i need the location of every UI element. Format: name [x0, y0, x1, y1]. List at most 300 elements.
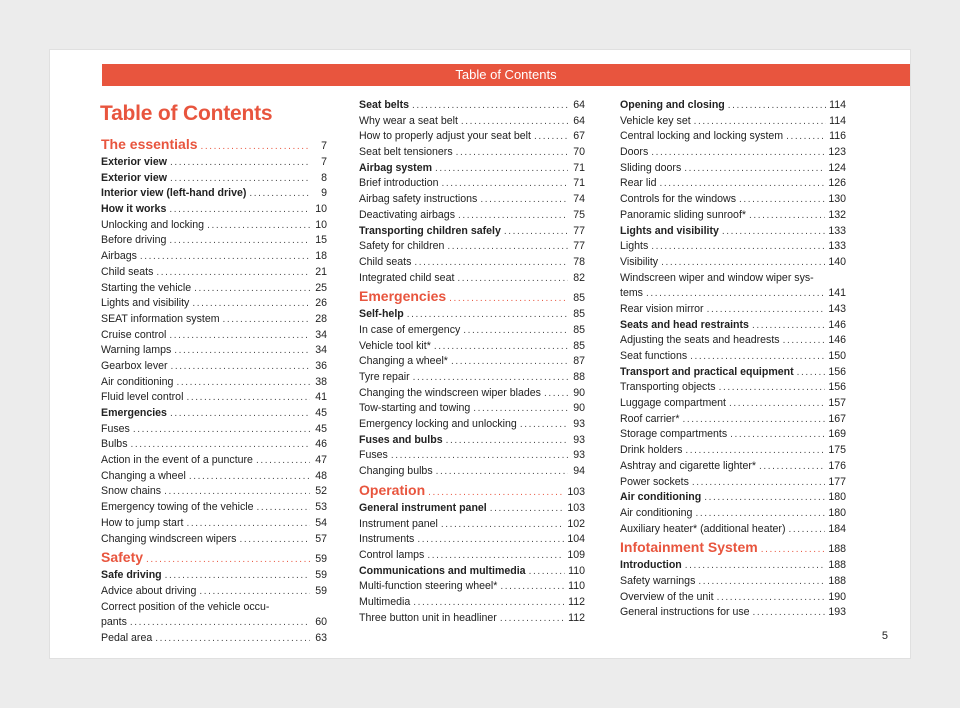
- toc-entry-page: 126: [828, 177, 846, 190]
- toc-entry-page: 193: [828, 606, 846, 619]
- toc-leader-dots: [176, 375, 310, 391]
- toc-leader-dots: [192, 296, 310, 312]
- toc-entry-page: 28: [315, 312, 327, 325]
- toc-entry-label: Transport and practical equipment: [620, 365, 794, 378]
- toc-entry-label: General instructions for use: [620, 606, 750, 619]
- toc-entry-page: 64: [573, 114, 585, 127]
- toc-leader-dots: [434, 339, 568, 355]
- toc-leader-dots: [155, 631, 310, 647]
- toc-entry-page: 85: [573, 308, 585, 321]
- toc-entry[interactable]: [101, 437, 327, 453]
- toc-leader-dots: [728, 98, 826, 114]
- toc-entry-page: 78: [573, 255, 585, 268]
- toc-chapter[interactable]: [101, 547, 327, 568]
- toc-entry-label: Self-help: [359, 308, 404, 321]
- toc-entry[interactable]: [101, 453, 327, 469]
- toc-entry-page: 34: [315, 328, 327, 341]
- toc-leader-dots: [407, 307, 568, 323]
- toc-leader-dots: [447, 239, 568, 255]
- toc-leader-dots: [646, 286, 825, 302]
- toc-leader-dots: [761, 539, 826, 560]
- toc-entry-page: 26: [315, 297, 327, 310]
- toc-entry-page: 157: [828, 397, 846, 410]
- toc-entry-label: Changing a wheel*: [359, 355, 448, 368]
- toc-entry-label: General instrument panel: [359, 501, 487, 514]
- toc-entry-page: 48: [315, 469, 327, 482]
- toc-entry-page: 82: [573, 271, 585, 284]
- toc-entry-label: Safety for children: [359, 240, 445, 253]
- toc-leader-dots: [783, 333, 826, 349]
- toc-entry[interactable]: [101, 171, 327, 187]
- toc-entry-label: Roof carrier*: [620, 412, 680, 425]
- toc-entry[interactable]: [101, 500, 327, 516]
- toc-entry-label: Changing a wheel: [101, 469, 186, 482]
- toc-entry[interactable]: [101, 202, 327, 218]
- toc-leader-dots: [753, 605, 826, 621]
- toc-entry-page: 167: [828, 412, 846, 425]
- toc-leader-dots: [500, 611, 565, 627]
- toc-leader-dots: [165, 568, 310, 584]
- toc-entry-page: 8: [321, 171, 327, 184]
- toc-entry[interactable]: [359, 161, 585, 177]
- toc-entry[interactable]: [359, 192, 585, 208]
- toc-entry-page: 180: [828, 506, 846, 519]
- toc-entry-page: 34: [315, 344, 327, 357]
- toc-entry-label: Unlocking and locking: [101, 218, 205, 231]
- toc-entry-label: Deactivating airbags: [359, 208, 455, 221]
- toc-leader-dots: [223, 312, 310, 328]
- toc-entry[interactable]: [620, 459, 846, 475]
- toc-entry-page: 85: [573, 323, 585, 336]
- toc-entry[interactable]: [620, 114, 846, 130]
- toc-entry[interactable]: [359, 114, 585, 130]
- toc-entry[interactable]: [359, 307, 585, 323]
- toc-entry-label: Airbags: [101, 250, 137, 263]
- toc-leader-dots: [730, 427, 825, 443]
- toc-entry[interactable]: [101, 312, 327, 328]
- toc-entry-label: How to jump start: [101, 516, 184, 529]
- toc-entry[interactable]: [620, 161, 846, 177]
- toc-entry-label: Power sockets: [620, 475, 689, 488]
- toc-entry[interactable]: [101, 375, 327, 391]
- toc-entry[interactable]: [620, 98, 846, 114]
- toc-entry[interactable]: [101, 484, 327, 500]
- toc-entry[interactable]: [620, 333, 846, 349]
- toc-entry-label: The essentials: [101, 136, 198, 152]
- toc-entry-label: Seat functions: [620, 350, 688, 362]
- toc-leader-dots: [428, 482, 564, 503]
- toc-entry[interactable]: [359, 145, 585, 161]
- toc-entry[interactable]: [101, 615, 327, 631]
- toc-entry[interactable]: [620, 475, 846, 491]
- toc-entry[interactable]: [620, 396, 846, 412]
- toc-entry[interactable]: [620, 286, 846, 302]
- toc-leader-dots: [707, 302, 826, 318]
- toc-entry-label: Transporting objects: [620, 381, 716, 394]
- toc-entry-page: 114: [829, 99, 846, 111]
- toc-entry[interactable]: [359, 417, 585, 433]
- toc-entry[interactable]: [101, 516, 327, 532]
- toc-entry-label: Seat belts: [359, 99, 410, 111]
- toc-entry[interactable]: [101, 631, 327, 647]
- toc-entry-page: 54: [315, 516, 327, 529]
- toc-entry-page: 150: [828, 350, 846, 362]
- toc-entry[interactable]: [620, 590, 846, 606]
- toc-entry[interactable]: [101, 218, 327, 234]
- toc-entry-label: Drink holders: [620, 444, 683, 457]
- page-header-bar: Table of Contents: [102, 64, 910, 86]
- toc-entry-label: Opening and closing: [620, 99, 725, 111]
- toc-entry[interactable]: [620, 318, 846, 334]
- toc-entry[interactable]: [359, 370, 585, 386]
- toc-entry[interactable]: [101, 265, 327, 281]
- toc-entry-page: 93: [573, 418, 585, 431]
- toc-entry-label: Central locking and locking system: [620, 130, 784, 143]
- toc-entry[interactable]: [101, 422, 327, 438]
- toc-leader-dots: [391, 448, 568, 464]
- toc-entry-page: 188: [828, 574, 846, 587]
- toc-entry[interactable]: [359, 532, 585, 548]
- toc-entry-label: Lights and visibility: [101, 297, 190, 310]
- toc-entry-label: Child seats: [101, 265, 154, 278]
- toc-leader-dots: [529, 564, 566, 580]
- toc-entry[interactable]: [620, 490, 846, 506]
- toc-entry-page: 63: [315, 631, 327, 644]
- toc-entry-page: 36: [315, 359, 327, 372]
- toc-entry-page: 18: [315, 250, 327, 263]
- toc-entry[interactable]: [359, 548, 585, 564]
- toc-leader-dots: [682, 412, 825, 428]
- toc-entry-page: 176: [828, 459, 846, 472]
- toc-entry-page: 146: [828, 318, 846, 331]
- toc-entry-label: Panoramic sliding sunroof*: [620, 208, 747, 221]
- toc-entry[interactable]: [101, 390, 327, 406]
- toc-leader-dots: [169, 233, 310, 249]
- toc-leader-dots: [140, 249, 310, 265]
- toc-chapter[interactable]: [359, 480, 585, 501]
- toc-entry-page: 109: [567, 548, 585, 561]
- toc-entry-page: 140: [828, 255, 846, 268]
- toc-entry-page: 75: [573, 208, 585, 221]
- toc-entry-label: Fuses and bulbs: [359, 433, 443, 446]
- toc-entry-page: 177: [828, 475, 846, 488]
- toc-chapter[interactable]: [359, 286, 585, 307]
- toc-entry-label: Visibility: [620, 255, 659, 268]
- toc-leader-dots: [164, 484, 310, 500]
- toc-entry[interactable]: [620, 365, 846, 381]
- toc-entry-label: Fluid level control: [101, 391, 184, 404]
- toc-leader-dots: [456, 145, 568, 161]
- toc-entry-page: 103: [567, 485, 585, 498]
- toc-entry[interactable]: [101, 249, 327, 265]
- toc-leader-dots: [249, 186, 310, 202]
- toc-entry[interactable]: [620, 558, 846, 574]
- toc-entry-page: 25: [315, 281, 327, 294]
- toc-entry[interactable]: [101, 568, 327, 584]
- toc-leader-dots: [534, 129, 568, 145]
- toc-entry[interactable]: [101, 532, 327, 548]
- toc-entry-label: Operation: [359, 481, 426, 498]
- toc-leader-dots: [544, 386, 568, 402]
- toc-leader-dots: [651, 145, 825, 161]
- toc-entry[interactable]: [359, 255, 585, 271]
- toc-entry[interactable]: [620, 302, 846, 318]
- toc-entry-label: Three button unit in headliner: [359, 611, 497, 624]
- toc-leader-dots: [722, 224, 825, 240]
- toc-entry-page: 10: [315, 218, 327, 231]
- toc-leader-dots: [170, 406, 310, 422]
- toc-entry-page: 90: [573, 386, 585, 399]
- toc-entry[interactable]: [359, 464, 585, 480]
- toc-leader-dots: [446, 433, 568, 449]
- toc-leader-dots: [759, 459, 825, 475]
- toc-entry-page: 7: [321, 156, 327, 168]
- toc-leader-dots: [441, 517, 564, 533]
- toc-entry-label: Air conditioning: [620, 491, 702, 504]
- toc-entry[interactable]: [359, 224, 585, 240]
- toc-entry[interactable]: [359, 208, 585, 224]
- toc-leader-dots: [412, 98, 568, 114]
- toc-entry[interactable]: [359, 98, 585, 114]
- toc-entry-label: Changing the windscreen wiper blades: [359, 386, 541, 399]
- toc-entry-page: 88: [573, 371, 585, 383]
- toc-entry[interactable]: [620, 224, 846, 240]
- toc-leader-dots: [239, 532, 310, 548]
- toc-entry-label: Snow chains: [101, 485, 162, 498]
- toc-leader-dots: [257, 500, 310, 516]
- toc-entry[interactable]: [101, 328, 327, 344]
- toc-entry-page: 114: [829, 114, 846, 127]
- toc-entry-label: Cruise control: [101, 328, 167, 341]
- toc-entry[interactable]: [359, 386, 585, 402]
- toc-leader-dots: [739, 192, 825, 208]
- toc-chapter[interactable]: [620, 537, 846, 558]
- toc-leader-dots: [427, 548, 564, 564]
- toc-entry-label: How to properly adjust your seat belt: [359, 130, 531, 143]
- toc-entry[interactable]: [359, 433, 585, 449]
- toc-entry-page: 47: [315, 454, 327, 467]
- toc-entry[interactable]: [620, 145, 846, 161]
- toc-leader-dots: [435, 161, 568, 177]
- toc-entry-page: 59: [315, 569, 327, 582]
- toc-entry-page: 77: [573, 224, 585, 237]
- toc-entry-label: Lights and visibility: [620, 224, 719, 237]
- toc-entry[interactable]: [620, 605, 846, 621]
- toc-leader-dots: [449, 288, 568, 309]
- toc-leader-dots: [463, 323, 568, 339]
- toc-leader-dots: [417, 532, 564, 548]
- toc-entry-label: How it works: [101, 203, 167, 216]
- toc-leader-dots: [186, 390, 310, 406]
- toc-entry-label: Starting the vehicle: [101, 281, 192, 294]
- toc-entry[interactable]: [620, 522, 846, 538]
- toc-entry-label: Controls for the windows: [620, 193, 736, 206]
- toc-entry[interactable]: [101, 406, 327, 422]
- toc-entry-page: 52: [315, 485, 327, 498]
- toc-entry-page: 116: [829, 130, 846, 143]
- toc-entry[interactable]: [101, 600, 327, 616]
- toc-leader-dots: [189, 469, 310, 485]
- toc-entry[interactable]: [101, 296, 327, 312]
- toc-entry[interactable]: [359, 129, 585, 145]
- toc-leader-dots: [194, 281, 310, 297]
- toc-entry[interactable]: [101, 359, 327, 375]
- toc-entry-page: 130: [828, 193, 846, 206]
- toc-entry-page: 90: [573, 402, 585, 415]
- toc-entry-page: 169: [828, 428, 846, 441]
- toc-entry-label: Gearbox lever: [101, 359, 168, 372]
- toc-entry-label: Emergency locking and unlocking: [359, 418, 517, 431]
- toc-entry[interactable]: [359, 339, 585, 355]
- toc-entry-page: 74: [573, 193, 585, 206]
- toc-entry[interactable]: [359, 517, 585, 533]
- toc-entry[interactable]: [620, 192, 846, 208]
- toc-entry-label: Changing bulbs: [359, 465, 433, 478]
- toc-entry-label: Before driving: [101, 234, 167, 247]
- toc-leader-dots: [660, 176, 826, 192]
- toc-entry[interactable]: [101, 584, 327, 600]
- toc-entry[interactable]: [620, 412, 846, 428]
- toc-entry-page: 7: [321, 140, 327, 152]
- toc-entry-label: Safety: [101, 549, 144, 566]
- toc-entry[interactable]: [620, 208, 846, 224]
- toc-leader-dots: [504, 224, 568, 240]
- toc-entry-page: 156: [828, 365, 846, 378]
- toc-entry-label: pants: [101, 616, 127, 629]
- toc-entry[interactable]: [359, 579, 585, 595]
- toc-entry-page: 104: [567, 533, 585, 546]
- toc-leader-dots: [156, 265, 310, 281]
- toc-entry-page: 59: [315, 584, 327, 597]
- toc-entry-label: Luggage compartment: [620, 397, 727, 410]
- toc-entry-label: tems: [620, 287, 643, 300]
- toc-entry-label: Emergency towing of the vehicle: [101, 501, 254, 514]
- toc-entry[interactable]: [620, 176, 846, 192]
- toc-entry-page: 180: [828, 491, 846, 504]
- toc-entry[interactable]: [359, 595, 585, 611]
- toc-entry-label: Vehicle tool kit*: [359, 339, 431, 352]
- toc-leader-dots: [458, 208, 568, 224]
- toc-entry-label: Introduction: [620, 559, 682, 572]
- toc-leader-dots: [490, 501, 565, 517]
- toc-entry[interactable]: [101, 186, 327, 202]
- toc-leader-dots: [457, 271, 568, 287]
- toc-entry[interactable]: [101, 469, 327, 485]
- toc-entry[interactable]: [101, 343, 327, 359]
- toc-entry[interactable]: [620, 506, 846, 522]
- toc-entry[interactable]: [359, 564, 585, 580]
- toc-entry-label: Emergencies: [101, 407, 167, 419]
- toc-entry-label: Rear lid: [620, 177, 657, 190]
- toc-leader-dots: [685, 558, 826, 574]
- toc-entry[interactable]: [620, 255, 846, 271]
- toc-entry-label: Vehicle key set: [620, 114, 691, 127]
- toc-entry-label: Correct position of the vehicle occu-: [101, 600, 270, 613]
- toc-column-3: [620, 98, 846, 621]
- toc-entry[interactable]: [620, 427, 846, 443]
- toc-leader-dots: [130, 615, 310, 631]
- toc-leader-dots: [414, 255, 568, 271]
- toc-leader-dots: [685, 443, 825, 459]
- toc-entry-label: Warning lamps: [101, 344, 172, 357]
- toc-entry-page: 38: [315, 375, 327, 388]
- toc-entry[interactable]: [620, 349, 846, 365]
- toc-chapter[interactable]: [101, 134, 327, 155]
- toc-entry[interactable]: [620, 574, 846, 590]
- toc-entry-page: 45: [315, 407, 327, 419]
- toc-entry-label: Pedal area: [101, 631, 153, 644]
- toc-entry-page: 57: [315, 532, 327, 545]
- toc-entry-page: 124: [828, 161, 846, 174]
- toc-leader-dots: [413, 370, 568, 386]
- toc-leader-dots: [692, 475, 825, 491]
- toc-entry[interactable]: [359, 354, 585, 370]
- toc-entry-label: Fuses: [359, 449, 388, 462]
- toc-entry[interactable]: [620, 271, 846, 287]
- toc-entry[interactable]: [620, 239, 846, 255]
- toc-leader-dots: [788, 522, 825, 538]
- toc-entry-label: Interior view (left-hand drive): [101, 187, 247, 200]
- toc-entry[interactable]: [359, 176, 585, 192]
- toc-entry-page: 87: [573, 355, 585, 368]
- toc-entry[interactable]: [359, 239, 585, 255]
- page-number: 5: [881, 630, 888, 642]
- toc-entry[interactable]: [620, 380, 846, 396]
- toc-entry-page: 94: [573, 465, 585, 478]
- toc-leader-dots: [186, 516, 310, 532]
- toc-leader-dots: [170, 155, 310, 171]
- toc-entry[interactable]: [620, 129, 846, 145]
- toc-entry-label: Fuses: [101, 422, 130, 435]
- toc-leader-dots: [436, 464, 568, 480]
- toc-entry-label: Airbag system: [359, 161, 433, 174]
- toc-leader-dots: [199, 584, 310, 600]
- toc-entry[interactable]: [620, 443, 846, 459]
- toc-entry-page: 133: [828, 224, 846, 237]
- toc-entry[interactable]: [101, 233, 327, 249]
- toc-entry-page: 132: [828, 208, 846, 221]
- toc-entry-label: Changing windscreen wipers: [101, 532, 237, 545]
- toc-leader-dots: [169, 328, 310, 344]
- toc-entry[interactable]: [359, 448, 585, 464]
- toc-entry-label: Adjusting the seats and headrests: [620, 334, 780, 347]
- toc-leader-dots: [684, 161, 825, 177]
- toc-entry-label: Sliding doors: [620, 161, 682, 174]
- toc-entry-label: Action in the event of a puncture: [101, 454, 253, 467]
- toc-entry-page: 112: [568, 595, 585, 608]
- toc-entry-label: Emergencies: [359, 288, 447, 305]
- toc-leader-dots: [719, 380, 826, 396]
- toc-entry[interactable]: [359, 401, 585, 417]
- toc-leader-dots: [146, 549, 310, 570]
- toc-entry-label: Control lamps: [359, 548, 425, 561]
- toc-entry[interactable]: [359, 501, 585, 517]
- toc-entry-page: 133: [828, 240, 846, 253]
- toc-entry-label: Air conditioning: [620, 506, 693, 519]
- toc-entry[interactable]: [101, 281, 327, 297]
- toc-entry[interactable]: [101, 155, 327, 171]
- toc-entry-label: In case of emergency: [359, 323, 461, 336]
- toc-entry-page: 93: [573, 449, 585, 462]
- toc-entry-page: 46: [315, 438, 327, 451]
- toc-entry-page: 188: [828, 559, 846, 572]
- toc-entry-page: 110: [568, 580, 585, 593]
- toc-entry[interactable]: [359, 271, 585, 287]
- toc-leader-dots: [480, 192, 568, 208]
- toc-entry-label: Safety warnings: [620, 574, 696, 587]
- toc-entry[interactable]: [359, 323, 585, 339]
- toc-entry[interactable]: [359, 611, 585, 627]
